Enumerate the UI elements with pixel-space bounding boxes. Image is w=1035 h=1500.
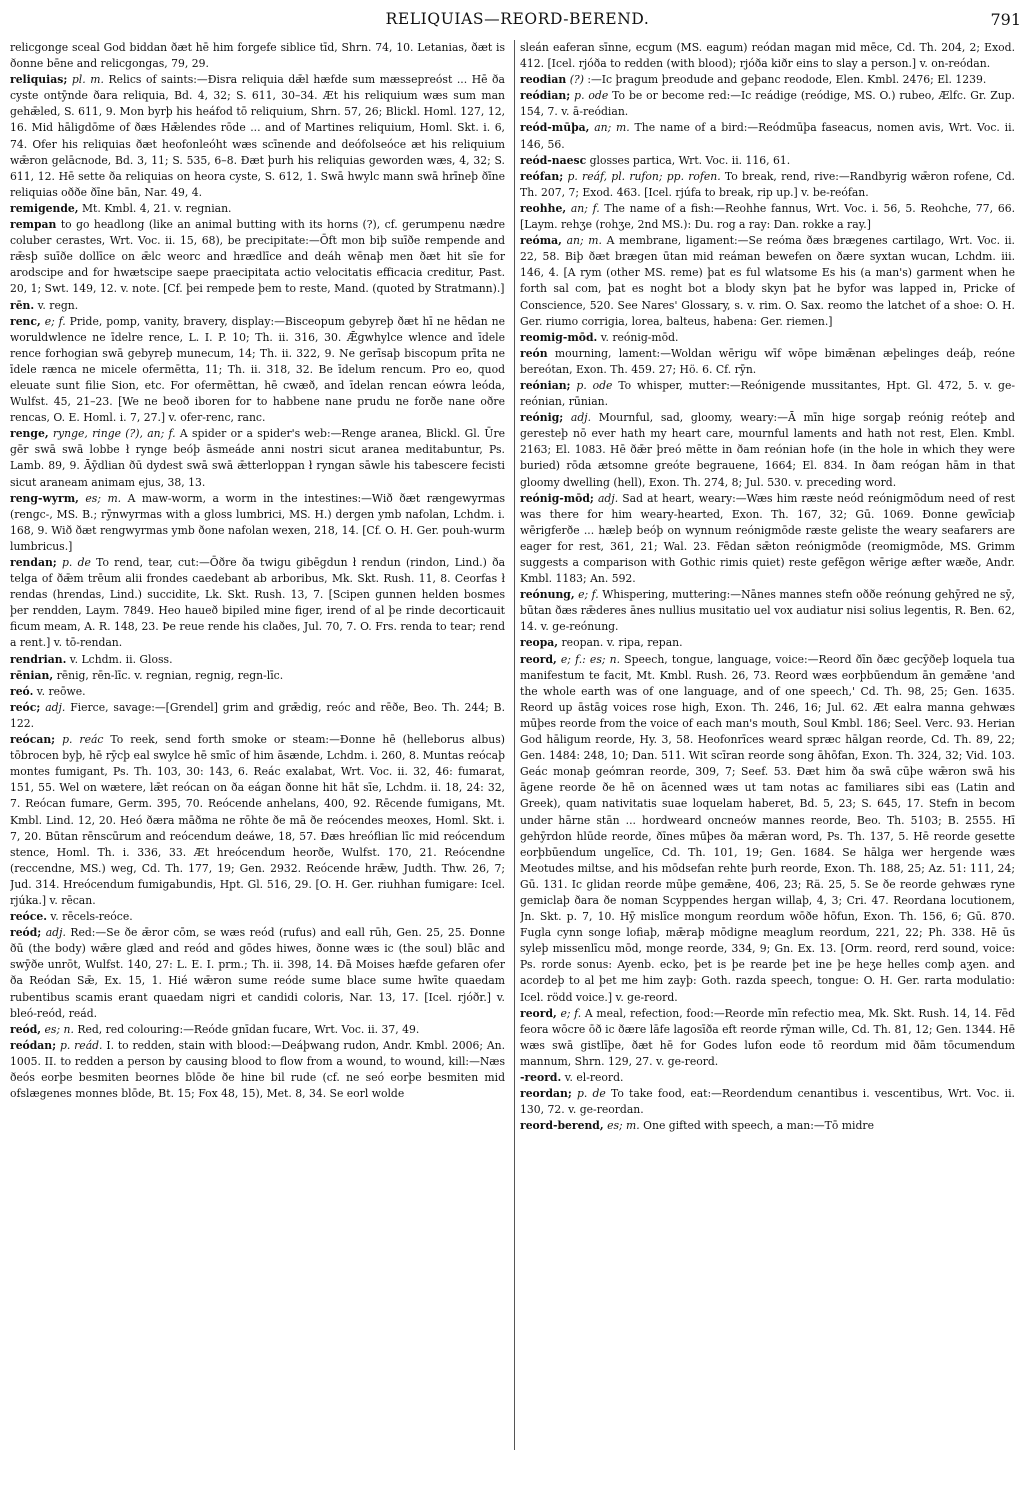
- entry-definition: Fierce, savage:—[Grendel] grim and grǣdig, reóc and rēðe, Beo. Th. 244; B. 122.: [10, 700, 505, 730]
- entry-grammar: e; f.: es; n.: [560, 652, 621, 666]
- entry-headword: reódian;: [520, 89, 571, 103]
- entry-grammar: e; f.: [44, 314, 66, 328]
- entry-definition: relicgonge sceal God biddan ðæt hē him forgefe siblice tīd, Shrn. 74, 10. Letanias, ðæt is ðonne bēne and relicgongas, 79, 29.: [10, 41, 505, 71]
- right-column: [520, 40, 1015, 1490]
- dictionary-entry: [10, 298, 505, 314]
- dictionary-entry: [10, 700, 505, 732]
- dictionary-entry: [10, 1038, 505, 1102]
- dictionary-entry: [10, 652, 505, 668]
- entry-headword: reóce.: [10, 910, 47, 924]
- entry-definition: Sad at heart, weary:—Wæs him ræste neód reónigmōdum need of rest was there for him weary-hearted, Exon. Th. 167, 32; Gū. 1069. Ðonne gewīciaþ wērigferðe ... hæleþ beóþ on wynnum reónigmōde ræste geliste the weary seafarers are eager for rest, 361, 21; Wal. 23. Fēdan sǣton reónigmōde (reomigmōde, MS. Grimm suggests a comparison with Gothic rimis quiet) reste gefēgon wērige æfter wæðe, Andr. Kmbl. 1183; An. 592.: [520, 491, 1015, 586]
- dictionary-entry: [520, 587, 1015, 635]
- dictionary-entry: [520, 88, 1015, 120]
- dictionary-entry: [520, 120, 1015, 152]
- dictionary-entry: [520, 635, 1015, 651]
- entry-grammar: p. de: [577, 1087, 606, 1101]
- entry-grammar: p. ode: [574, 89, 609, 103]
- dictionary-entry: [520, 1118, 1015, 1134]
- dictionary-entry: [520, 169, 1015, 201]
- entry-headword: reord,: [520, 652, 557, 666]
- entry-headword: renge,: [10, 427, 49, 441]
- entry-headword: reóma,: [520, 234, 562, 248]
- dictionary-entry: [520, 40, 1015, 72]
- dictionary-entry: [520, 410, 1015, 490]
- entry-grammar: (?): [569, 73, 584, 87]
- entry-grammar: es; m.: [607, 1119, 640, 1133]
- entry-definition: Relics of saints:—Ðisra reliquia dǣl hæfde sum mæssepreóst ... Hē ða cyste ontȳnde ðara reliquia, Bd. 4, 32; S. 611, 30–34. Æt his reliquium wæs sum man gehǣled, S. 611, 9. Mon byrþ his heáfod tō reliquium, Shrn. 57, 26; Blickl. Homl. 127, 12, 16. Mid hāligdōme of ðæs Hǣlendes rōde ... and of Martines reliquium, Homl. Skt. i. 6, 74. Ofer his reliquias ðæt heofonleóht wæs scīnende and deófolseóce æt his reliquium wǣron gelācnode, Bd. 3, 11; S. 535, 6–8. Ðæt þurh his reliquias geworden wæs, 4, 32; S. 611, 12. Hē sette ða reliquias on heora cyste, S. 612, 1. Swā hwylc mann swā hrīneþ ðīne reliquias oððe ðīne bān, Nar. 49, 4.: [10, 73, 505, 199]
- entry-headword: rendrian.: [10, 652, 67, 666]
- dictionary-entry: [10, 555, 505, 652]
- entry-grammar: adj.: [570, 411, 592, 425]
- entry-grammar: adj.: [45, 700, 66, 714]
- entry-definition: A membrane, ligament:—Se reóma ðæs brægenes cartilago, Wrt. Voc. ii. 22, 58. Biþ ðæt brægen ūtan mid reáman bewefen on ðære syxtan wucan, Lchdm. iii. 146, 4. [A rym (other MS. reme) þat es ful wlatsome Es his (a man's) garment when he forth sal com, þat es noght bot a blody skyn þat he byfor was lapped in, Pricke of Conscience, 520. See Nares' Glossary, s. v. rim. O. Sax. reomo the latchet of a shoe: O. H. Ger. riumo corrigia, lorea, balteus, habena: Ger. riemen.]: [520, 234, 1015, 328]
- dictionary-entry: [520, 1086, 1015, 1118]
- dictionary-entry: [520, 201, 1015, 233]
- entry-grammar: an; m.: [594, 121, 630, 135]
- entry-definition: To reek, send forth smoke or steam:—Ðonne hē (helleborus albus) tōbrocen byþ, hē rȳcþ eal swylce hē smīc of him āsænde, Lchdm. i. 260, 8. Muntas reócaþ montes fumigant, Ps. Th. 103, 30: 143, 6. Reác exalabat, Wrt. Voc. ii. 32, 46: fumarat, 151, 55. Wel on wætere, lǣt reócan on ða eágan ðonne hit hāt sīe, Lchdm. ii. 18, 24: 32, 7. Reócan fumare, Germ. 395, 70. Reócende anhelans, 400, 92. Rēcende fumigans, Mt. Kmbl. Lind. 12, 20. Heó ðæra māðma ne rōhte ðe mā ðe reócendes meoxes, Homl. Skt. i. 7, 20. Būtan rēnscūrum and reócendum deáwe, 18, 57. Ðæs hreóflian līc mid reócendum stence, Homl. Th. i. 336, 33. Æt hreócendum heorðe, Wulfst. 170, 21. Reócendne (reccendne, MS.) weg, Cd. Th. 177, 19; Gen. 2932. Reócende hrǣw, Judth. Thw. 26, 7; Jud. 314. Hreócendum fumigabundis, Hpt. Gl. 516, 29. [O. H. Ger. riuhhan fumigare: Icel. rjúka.] v. rēcan.: [10, 733, 505, 907]
- entry-headword: reón: [520, 346, 548, 360]
- entry-grammar: adj.: [598, 491, 619, 505]
- entry-grammar: p. reáf, pl. rufon; pp. rofen.: [567, 169, 721, 183]
- entry-definition: to go headlong (like an animal butting with its horns (?), cf. gerumpenu nædre coluber cerastes, Wrt. Voc. ii. 15, 68), be precipitate:—Ōft mon biþ suīðe rempende and rǣsþ suīðe dollīce on ǣlc weorc and hrædlīce and deáh wēnaþ men ðæt hit sīe for arodscipe and for hwætscipe saepe praecipitata actio velocitatis efficacia creditur, Past. 20, 1; Swt. 149, 12. v. note. [Cf. þei rempede þem to reste, Mand. (quoted by Stratmann).]: [10, 218, 505, 296]
- left-column: [10, 40, 505, 1490]
- dictionary-entry: [520, 330, 1015, 346]
- dictionary-entry: [10, 426, 505, 490]
- entry-definition: Red:—Se ðe ǣror cōm, se wæs reód (rufus) and eall rūh, Gen. 25, 25. Ðonne ðū (the body) wǣre glæd and reód and gōdes hiwes, ðonne wæs ic (the soul) blāc and swȳðe unrōt, Wulfst. 140, 27: L. E. I. prm.; Th. ii. 398, 14. Ðā Moises hæfde gefaren ofer ða Reódan Sǣ, Ex. 15, 1. Hié wǣron sume reóde sume blace sume hwīte quaedam rubentibus scamis erant quaedam nigri et candidi coloris, Nar. 13, 17. [Icel. rjóðr.] v. bleó-reód, reád.: [10, 926, 505, 1020]
- entry-definition: v. reōwe.: [36, 684, 86, 698]
- entry-definition: A meal, refection, food:—Reorde mīn refectio mea, Mk. Skt. Rush. 14, 14. Fēd feora wōcre ōð ic ðære lāfe lagosīða eft reorde rȳman wille, Cd. Th. 81, 12; Gen. 1344. Hē wæs swā gistlīþe, ðæt hē for Godes lufon eode tō reordum mid ðām tōcumendum mannum, Shrn. 129, 27. v. ge-reord.: [520, 1006, 1015, 1068]
- entry-headword: reócan;: [10, 733, 56, 747]
- entry-definition: Whispering, muttering:—Nānes mannes stefn oððe reónung gehȳred ne sȳ, būtan ðæs rǣderes ānes nullius musitatio uel vox audiatur nisi solius legentis, R. Ben. 62, 14. v. ge-reónung.: [520, 588, 1015, 634]
- entry-grammar: p. de: [62, 556, 91, 569]
- entry-definition: Red, red colouring:—Reóde gnīdan fucare, Wrt. Voc. ii. 37, 49.: [77, 1022, 420, 1036]
- dictionary-entry: [10, 314, 505, 427]
- dictionary-entry: [520, 1070, 1015, 1086]
- entry-definition: One gifted with speech, a man:—Tō midre: [643, 1119, 874, 1133]
- entry-grammar: rynge, ringe (?), an; f.: [52, 427, 176, 441]
- page-header: [10, 6, 1025, 32]
- entry-headword: reordan;: [520, 1087, 572, 1101]
- entry-headword: rendan;: [10, 556, 57, 569]
- entry-definition: rēnig, rēn-līc. v. regnian, regnig, regn-līc.: [56, 668, 284, 682]
- entry-headword: reófan;: [520, 169, 564, 183]
- entry-definition: To be or become red:—Ic reádige (reódige, MS. O.) rubeo, Ælfc. Gr. Zup. 154, 7. v. ā-reódian.: [520, 89, 1015, 119]
- entry-headword: reód-naesc: [520, 153, 587, 167]
- entry-grammar: an; m.: [566, 234, 602, 248]
- dictionary-entry: [10, 668, 505, 684]
- entry-headword: rēnian,: [10, 668, 54, 682]
- dictionary-entry: [520, 346, 1015, 378]
- entry-headword: reód-mūþa,: [520, 121, 590, 135]
- dictionary-entry: [520, 1006, 1015, 1070]
- entry-headword: reónig;: [520, 411, 564, 425]
- page-number: 791: [990, 10, 1021, 29]
- dictionary-entry: [10, 201, 505, 217]
- entry-definition: v. Lchdm. ii. Gloss.: [69, 652, 173, 666]
- entry-grammar: es; m.: [85, 491, 122, 505]
- entry-headword: reliquias;: [10, 73, 68, 87]
- entry-definition: v. el-reord.: [564, 1071, 624, 1084]
- entry-headword: remigende,: [10, 201, 79, 215]
- dictionary-entry: [10, 491, 505, 555]
- dictionary-entry: [10, 732, 505, 909]
- entry-headword: reóc;: [10, 700, 41, 714]
- entry-headword: rempan: [10, 218, 57, 232]
- entry-definition: A maw-worm, a worm in the intestines:—Wið ðæt rængewyrmas (rengc-, MS. B.; rȳnwyrmas with a gloss lumbrici, MS. H.) dergen ymb nafolan, Lchdm. i. 168, 9. Wið ðæt rengwyrmas ymb ðone nafolan wexen, 218, 14. [Cf. O. H. Ger. pouh-wurm lumbricus.]: [10, 491, 505, 553]
- entry-definition: Speech, tongue, language, voice:—Reord ðīn ðæc gecȳðeþ loquela tua manifestum te facit, Mt. Kmbl. Rush. 26, 73. Reord wæs eorþbūendum ān gemǣne 'and the whole earth was of one language, and of one speech,' Cd. Th. 98, 25; Gen. 1635. Reord up āstāg voices rose high, Exon. Th. 246, 16; Jul. 62. Æt ealra manna gehwæs mūþes reorde from the voice of each man's mouth, Soul Kmbl. 186; Seel. Verc. 93. Herian God hāligum reorde, Hy. 3, 58. Heofonrīces weard spræc hālgan reorde, Cd. Th. 89, 22; Gen. 1484: 248, 10; Dan. 511. Wit scīran reorde song āhōfan, Exon. Th. 324, 32; Vid. 103. Geác monaþ geómran reorde, 309, 7; Seef. 53. Ðæt him ða swā cūþe wǣron swā his āgene reorde ðe hē on ācenned wæs ut tam notas ac familiares sibi eas (Latin and Greek), quam nativitatis suae loquelam haberet, Bd. 5, 23; S. 645, 17. Stefn in becom under hārne stān ... hordweard oncneów mannes reorde, Beo. Th. 5103; B. 2555. Hī gehȳrdon hlūde reorde, ðīnes mūþes ða mǣran word, Ps. Th. 137, 5. Hē reorde gesette eorþbūendum ungelīce, Cd. Th. 101, 19; Gen. 1684. Se hālga wer hergende wæs Meotudes miltse, and his mōdsefan rehte þurh reorde, Exon. Th. 188, 25; Az. 51: 111, 24; Gū. 131. Ic glidan reorde mūþe gemǣne, 406, 23; Rä. 25, 5. Se ðe reorde gehwæs ryne gemiclaþ ðara ðe noman Scyppendes hergan willaþ, 4, 3; Cri. 47. Reordana locutionem, Jn. Skt. p. 7, 10. Hȳ mislīce mongum reordum wōðe hōfun, Exon. Th. 156, 6; Gū. 870. Fugla cynn songe lofiaþ, mǣraþ mōdigne meaglum reordum, 221, 22; Ph. 338. Hē ūs syleþ missenlīcu mōd, monge reorde, 334, 9; Gn. Ex. 13. [Orm. reord, rerd sound, voice: Ps. rorde sonus: Ayenb. ecko, þet is þe rearde þet ine þe heʒe helles comþ aʒen. and acordeþ to al þet me him zayþ: Goth. razda speech, tongue: O. H. Ger. rarta modulatio: Icel. rödd voice.] v. ge-reord.: [520, 652, 1015, 1004]
- entry-grammar: p. ode: [576, 378, 613, 392]
- entry-headword: reopa,: [520, 636, 559, 650]
- dictionary-entry: [10, 40, 505, 72]
- dictionary-entry: [520, 153, 1015, 169]
- entry-headword: reó.: [10, 684, 34, 698]
- entry-definition: glosses partica, Wrt. Voc. ii. 116, 61.: [589, 153, 791, 167]
- entry-headword: reord,: [520, 1006, 557, 1020]
- dictionary-entry: [10, 72, 505, 201]
- running-title: RELIQUIAS—REORD-BEREND.: [385, 10, 650, 28]
- entry-headword: reód;: [10, 926, 42, 940]
- dictionary-entry: [520, 72, 1015, 88]
- entry-grammar: adj.: [45, 926, 66, 940]
- entry-definition: To whisper, mutter:—Reónigende mussitantes, Hpt. Gl. 472, 5. v. ge-reónian, rūnian.: [520, 378, 1015, 409]
- entry-grammar: p. reád.: [59, 1038, 103, 1052]
- entry-definition: v. regn.: [37, 298, 79, 312]
- entry-definition: mourning, lament:—Woldan wērigu wīf wōpe bimǣnan æþelinges deáþ, reóne bereótan, Exon. Th. 459. 27; Hö. 6. Cf. rȳn.: [520, 346, 1015, 376]
- entry-grammar: es; n.: [44, 1022, 74, 1036]
- entry-headword: reónian;: [520, 378, 571, 392]
- dictionary-entry: [10, 925, 505, 1022]
- entry-headword: reónig-mōd;: [520, 491, 594, 505]
- dictionary-entry: [520, 491, 1015, 588]
- entry-definition: The name of a fish:—Reohhe fannus, Wrt. Voc. i. 56, 5. Reohche, 77, 66. [Laym. rehʒe (rohʒe, 2nd MS.): Du. rog a ray: Dan. rokke a ray.]: [520, 201, 1015, 232]
- entry-definition: To break, rend, rive:—Randbyrig wǣron rofene, Cd. Th. 207, 7; Exod. 463. [Icel. rjúfa to break, rip up.] v. be-reófan.: [520, 169, 1015, 199]
- entry-definition: v. rēcels-reóce.: [50, 910, 133, 924]
- entry-definition: To take food, eat:—Reordendum cenantibus i. vescentibus, Wrt. Voc. ii. 130, 72. v. ge-reordan.: [520, 1087, 1015, 1117]
- dictionary-entry: [10, 1022, 505, 1038]
- entry-headword: renc,: [10, 314, 41, 328]
- entry-headword: reodian: [520, 73, 567, 87]
- entry-headword: reohhe,: [520, 201, 567, 215]
- entry-definition: Mt. Kmbl. 4, 21. v. regnian.: [81, 201, 232, 215]
- column-divider: [514, 40, 515, 1450]
- dictionary-entry: [10, 217, 505, 297]
- entry-definition: I. to redden, stain with blood:—Deáþwang rudon, Andr. Kmbl. 2006; An. 1005. II. to redden a person by causing blood to flow from a wound, to wound, kill:—Næs ðeós eorþe besmiten beornes blōde ðe hine bil rude (cf. ne seó eorþe besmiten mid ofslægenes monnes blōde, Bt. 15; Fox 48, 15), Met. 8, 34. Se eorl wolde: [10, 1038, 505, 1101]
- entry-definition: The name of a bird:—Reódmūþa faseacus, nomen avis, Wrt. Voc. ii. 146, 56.: [520, 121, 1015, 151]
- dictionary-entry: [520, 233, 1015, 330]
- entry-definition: Pride, pomp, vanity, bravery, display:—Bisceopum gebyreþ ðæt hī ne hēdan ne woruldwlence ne īdelre rence, L. I. P. 10; Th. ii. 316, 30. Ǣgwhylce wlence and īdele rence forhogian swā gebyreþ munecum, 14; Th. ii. 322, 9. Ne gerīsaþ biscopum prīta ne īdele rænca ne micele ofermētta, 11; Th. ii. 318, 32. Be īdelum rencum. Pro eo, quod eleuate sunt filie Sion, etc. For ofermēttan, hē cwæð, and īdelan rencan eówra leóda, Wulfst. 45, 21–23. [We ne beoð iboren for to habbene nane prudu ne forðe nane oðre rencas, O. E. Homl. i. 7, 27.] v. ofer-renc, ranc.: [10, 314, 505, 425]
- dictionary-entry: [10, 684, 505, 700]
- entry-headword: reord-berend,: [520, 1119, 604, 1133]
- entry-headword: reng-wyrm,: [10, 491, 79, 505]
- entry-definition: To rend, tear, cut:—Ōðre ða twigu gibēgdun ł rendun (rindon, Lind.) ða telga of ðǣm trēum alii frondes caedebant ab arboribus, Mk. Skt. Rush. 11, 8. Ceorfas ł rendas (hrendas, Lind.) succidite, Lk. Skt. Rush. 13, 7. [Scipen gunnen helden bosmes þer rendden, Laym. 7849. Heo haueð bipiled mine figer, irend of al þe rinde decorticauit ficum meam, A. R. 148, 23. Þe reue rende his claðes, Jul. 70, 7. O. Frs. renda to tear; rend a rent.] v. tō-rendan.: [10, 556, 505, 650]
- entry-headword: reódan;: [10, 1038, 57, 1052]
- entry-definition: :—Ic þragum þreodude and geþanc reodode, Elen. Kmbl. 2476; El. 1239.: [587, 73, 987, 87]
- entry-grammar: e; f.: [578, 588, 599, 602]
- entry-headword: reomig-mōd.: [520, 330, 598, 344]
- entry-headword: rēn.: [10, 298, 35, 312]
- entry-grammar: pl. m.: [71, 73, 104, 87]
- entry-headword: reónung,: [520, 588, 575, 602]
- dictionary-entry: [10, 909, 505, 925]
- entry-definition: sleán eaferan sīnne, ecgum (MS. eagum) reódan magan mid mēce, Cd. Th. 204, 2; Exod. 412. [Icel. rjóða to redden (with blood); rjóða kiðr eins to slay a person.] v. on-reódan.: [520, 41, 1015, 71]
- dictionary-entry: [520, 378, 1015, 410]
- entry-definition: A spider or a spider's web:—Renge aranea, Blickl. Gl. Ūre gēr swā swā lobbe ł rynge beóþ āsmeáde anni nostri sicut aranea meditabuntur, Ps. Lamb. 89, 9. Āȳdlian ðū dydest swā swā ǣtterloppan ł ryngan sāwle his tabescere fecisti sicut araneam animam ejus, 38, 13.: [10, 427, 505, 489]
- entry-headword: -reord.: [520, 1071, 562, 1084]
- entry-headword: reód,: [10, 1022, 42, 1036]
- entry-definition: v. reónig-mōd.: [600, 330, 679, 344]
- entry-grammar: p. reác: [62, 733, 104, 747]
- entry-grammar: an; f.: [570, 201, 600, 215]
- entry-grammar: e; f.: [560, 1006, 582, 1020]
- dictionary-entry: [520, 652, 1015, 1006]
- entry-definition: reopan. v. ripa, repan.: [561, 636, 683, 650]
- entry-definition: Mournful, sad, gloomy, weary:—Ā mīn hige sorgaþ reónig reóteþ and geresteþ nō ever hath my heart care, mournful laments and hath not rest, Elen. Kmbl. 2163; El. 1083. Hē ðǣr þreó mētte in ðam reónian hofe (in the hole in which they were buried) rōda ætsomne greóte begrauene, 1664; El. 834. In ðam reógan hām in that gloomy dwelling (hell), Exon. Th. 274, 8; Jul. 530. v. preceding word.: [520, 411, 1015, 489]
